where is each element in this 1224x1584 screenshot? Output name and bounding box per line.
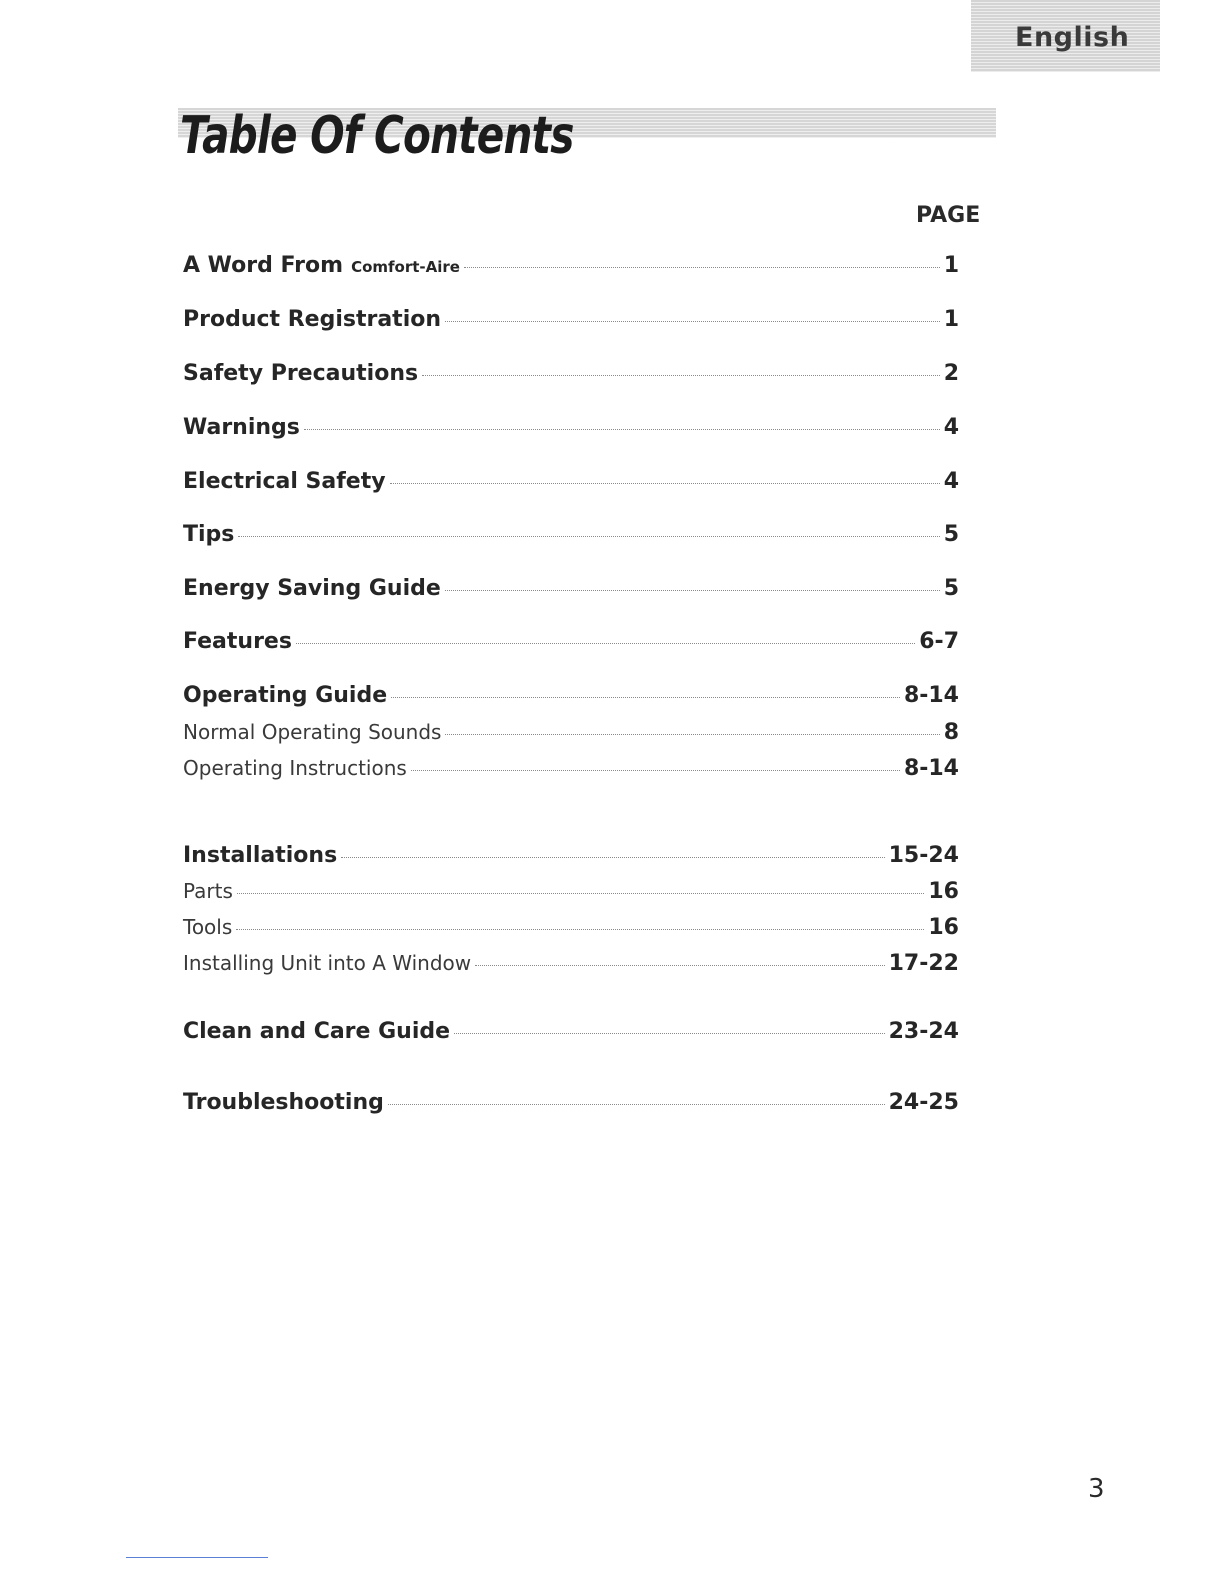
dot-leader [445, 321, 940, 322]
toc-entry-features [183, 629, 959, 654]
toc-entry-title: Operating Guide [183, 683, 388, 708]
toc-entry-title: Warnings [183, 415, 300, 440]
toc-subentry-normal-operating-sounds [183, 720, 959, 745]
page-title: Table Of Contents [180, 106, 574, 166]
toc-entry-title: Parts [183, 879, 233, 903]
toc-entry-title: Energy Saving Guide [183, 576, 441, 601]
toc-entry-page: 1 [943, 253, 959, 278]
toc-entry-page: 6-7 [919, 629, 959, 654]
toc-entry-title: Installing Unit into A Window [183, 951, 472, 975]
dot-leader [391, 697, 900, 698]
page-number: 3 [1088, 1474, 1105, 1504]
dot-leader [390, 483, 940, 484]
dot-leader [304, 429, 940, 430]
toc-entry-page: 4 [943, 469, 959, 494]
toc-entry-electrical-safety [183, 469, 959, 494]
page-column-label: PAGE [916, 203, 981, 228]
toc-entry-page: 23-24 [888, 1019, 959, 1044]
toc-entry-troubleshooting [183, 1090, 959, 1115]
toc-entry-page: 8-14 [903, 683, 959, 708]
dot-leader [341, 857, 884, 858]
dot-leader [236, 929, 924, 930]
language-tab-label: English [1015, 22, 1130, 53]
toc-entry-title: A Word From [183, 253, 344, 278]
toc-entry-energy-saving-guide [183, 576, 959, 601]
toc-entry-page: 15-24 [888, 843, 959, 868]
toc-entry-tips [183, 522, 959, 547]
toc-entry-page: 1 [943, 307, 959, 332]
dot-leader [445, 590, 940, 591]
toc-entry-title: Troubleshooting [183, 1090, 384, 1115]
brand-name: Comfort-Aire [351, 258, 460, 276]
language-tab [971, 0, 1160, 72]
toc-entry-page: 17-22 [888, 951, 959, 976]
dot-leader [388, 1104, 885, 1105]
toc-entry-installations [183, 843, 959, 868]
dot-leader [237, 893, 924, 894]
toc-entry-title: Electrical Safety [183, 469, 386, 494]
toc-entry-title: Product Registration [183, 307, 442, 332]
toc-entry-title: Operating Instructions [183, 756, 407, 780]
dot-leader [475, 965, 885, 966]
toc-entry-title: Safety Precautions [183, 361, 419, 386]
dot-leader [464, 267, 940, 268]
footer-rule [126, 1557, 268, 1558]
toc-entry-warnings [183, 415, 959, 440]
toc-entry-title: Clean and Care Guide [183, 1019, 451, 1044]
toc-entry-clean-and-care-guide [183, 1019, 959, 1044]
dot-leader [238, 536, 939, 537]
toc-subentry-operating-instructions [183, 756, 959, 781]
toc-entry-product-registration [183, 307, 959, 332]
dot-leader [296, 643, 915, 644]
toc-entry-page: 2 [943, 361, 959, 386]
toc-entry-title: Normal Operating Sounds [183, 720, 442, 744]
toc-entry-title: Features [183, 629, 292, 654]
dot-leader [411, 770, 900, 771]
toc-subentry-installing-unit [183, 951, 959, 976]
dot-leader [454, 1033, 885, 1034]
toc-entry-page: 8-14 [903, 756, 959, 781]
toc-entry-page: 16 [928, 915, 959, 940]
toc-entry-title: Installations [183, 843, 338, 868]
toc-entry-page: 5 [943, 522, 959, 547]
toc-entry-page: 24-25 [888, 1090, 959, 1115]
dot-leader [422, 375, 940, 376]
dot-leader [445, 734, 939, 735]
toc-entry-title: Tools [183, 915, 233, 939]
toc-entry-safety-precautions [183, 361, 959, 386]
toc-entry-title: Tips [183, 522, 235, 547]
toc-subentry-parts [183, 879, 959, 904]
toc-subentry-tools [183, 915, 959, 940]
toc-entry-operating-guide [183, 683, 959, 708]
toc-entry-page: 16 [928, 879, 959, 904]
toc-entry-page: 4 [943, 415, 959, 440]
toc-entry-page: 8 [943, 720, 959, 745]
toc-entry-page: 5 [943, 576, 959, 601]
toc-entry-a-word-from [183, 253, 959, 278]
